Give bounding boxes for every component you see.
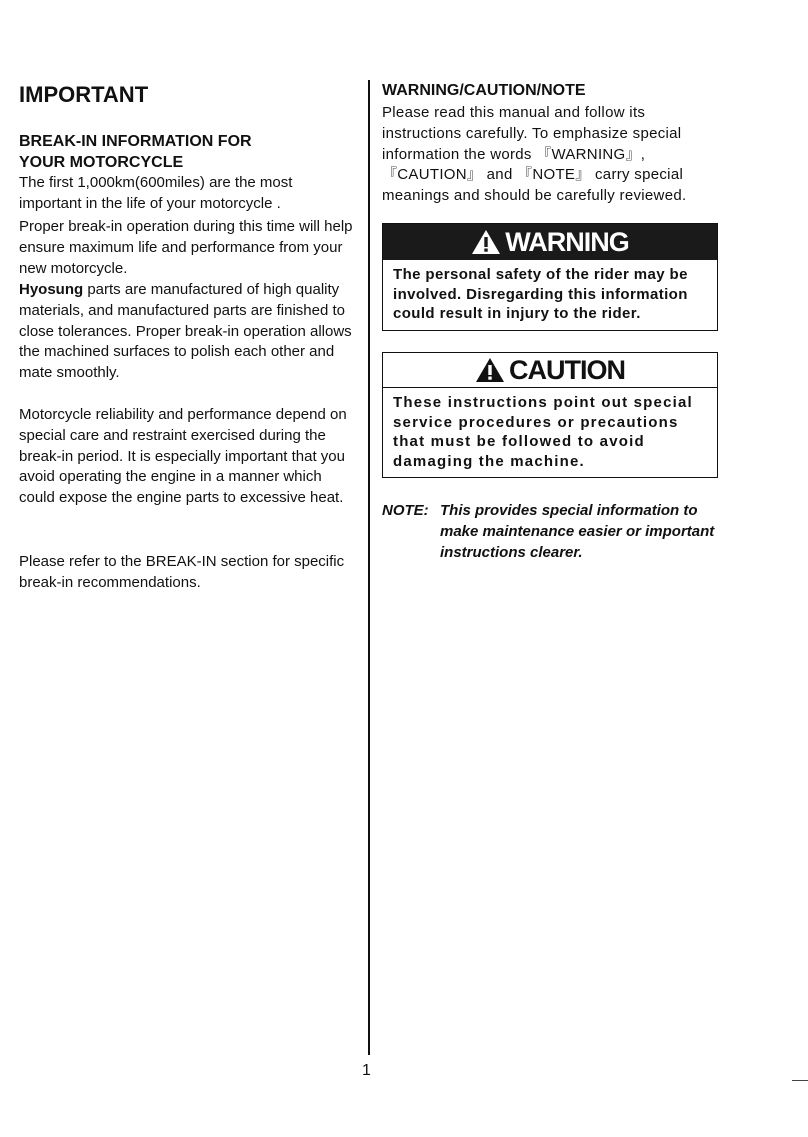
paragraph-first-km: The first 1,000km(600miles) are the most important in the life of your motorcycle . — [19, 174, 293, 212]
caution-label: CAUTION — [509, 354, 625, 385]
paragraph-parts — [19, 280, 355, 384]
warning-label: WARNING — [505, 226, 629, 257]
paragraph-parts-text: parts are manufactured of high quality materials, and manufactured parts are finished to close tolerances. Proper break-in operation allows the machined surfaces to polish each other and mate smoothly. — [19, 281, 352, 382]
warning-text: The personal safety of the rider may be involved. Disregarding this information could result in injury to the rider. — [393, 266, 688, 322]
notice-intro: Please read this manual and follow its instructions carefully. To emphasize special information the words 『WARNING』, 『CAUTION』 and 『NOTE』 carry special meanings and should be carefully reviewed. — [382, 104, 687, 205]
paragraph-break-in: Proper break-in operation during this time will help ensure maximum life and performance from your new motorcycle. — [19, 218, 353, 277]
note-text: This provides special information to make maintenance easier or important instructions clearer. — [440, 502, 715, 561]
warning-header — [383, 224, 717, 260]
corner-mark — [792, 1080, 808, 1081]
caution-text: These instructions point out special service procedures or precautions that must be followed to avoid damaging the machine. — [393, 394, 693, 470]
caution-box — [382, 352, 718, 478]
section-heading — [19, 131, 252, 173]
page-title: IMPORTANT — [19, 82, 149, 107]
warning-box — [382, 223, 718, 331]
warning-triangle-icon — [475, 357, 505, 383]
paragraph-refer: Please refer to the BREAK-IN section for specific break-in recommendations. — [19, 553, 345, 591]
warning-triangle-icon — [471, 229, 501, 255]
section-heading-line1: BREAK-IN INFORMATION FOR — [19, 133, 252, 150]
column-divider — [368, 80, 370, 1055]
notice-heading: WARNING/CAUTION/NOTE — [382, 82, 586, 99]
paragraph-reliability: Motorcycle reliability and performance depend on special care and restraint exercised during the break-in period. It is especially important that you avoid operating the engine in a manner which could expose the engine parts to excessive heat. — [19, 406, 347, 507]
note-label: NOTE: — [382, 502, 429, 519]
page-number: 1 — [362, 1062, 371, 1079]
section-heading-line2: YOUR MOTORCYCLE — [19, 154, 184, 171]
brand-name: Hyosung — [19, 281, 84, 298]
caution-header — [383, 353, 717, 388]
